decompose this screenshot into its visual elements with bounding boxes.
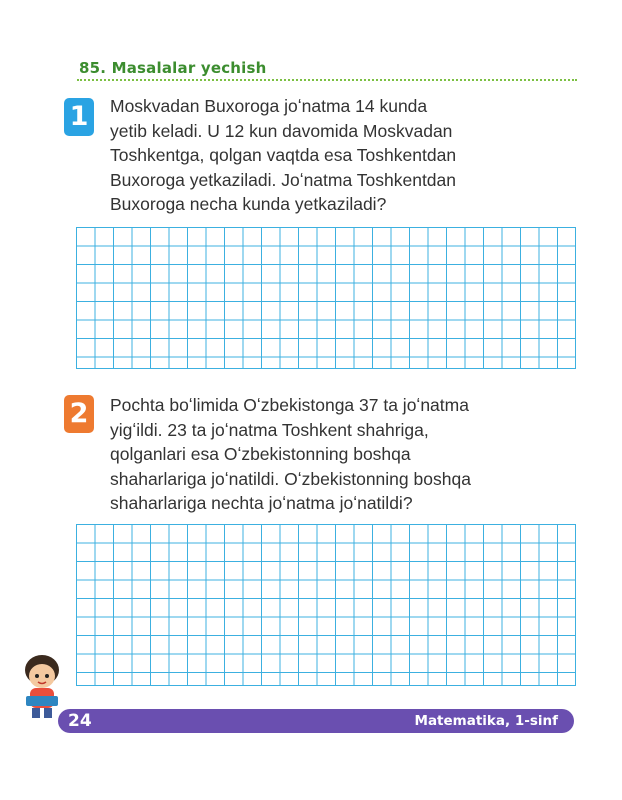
problem-line: shaharlariga nechta joʻnatma joʻnatildi? — [110, 493, 413, 513]
problem-line: Buxoroga yetkaziladi. Joʻnatma Toshkentdan — [110, 169, 457, 190]
problem-2-text — [110, 393, 538, 516]
problem-line: Pochta boʻlimida Oʻzbekistonga 37 ta joʻnatma — [110, 395, 469, 415]
boy-reading-illustration — [16, 652, 68, 722]
footer-bar — [58, 709, 574, 733]
problem-line: Toshkentga, qolgan vaqtda esa Toshkentdan — [110, 145, 457, 165]
problem-line: yetib keladi. U 12 kun davomida Moskvadan — [110, 120, 453, 141]
problem-1-text — [110, 94, 538, 217]
section-title: 85. Masalalar yechish — [79, 59, 267, 77]
problem-line: Buxoroga necha kunda yetkaziladi? — [110, 194, 387, 214]
page-number: 24 — [68, 711, 92, 731]
problem-line: shaharlariga joʻnatildi. Oʻzbekistonning boshqa — [110, 468, 471, 489]
answer-grid-2[interactable] — [76, 524, 576, 686]
book-title: Matematika, 1-sinf — [414, 713, 558, 729]
problem-line: yigʻildi. 23 ta joʻnatma Toshkent shahriga, — [110, 419, 429, 440]
problem-number-badge: 2 — [64, 395, 94, 433]
problem-line: qolganlari esa Oʻzbekistonning boshqa — [110, 444, 411, 464]
problem-number-badge: 1 — [64, 98, 94, 136]
problem-line: Moskvadan Buxoroga joʻnatma 14 kunda — [110, 96, 428, 116]
answer-grid-1[interactable] — [76, 227, 576, 369]
section-header — [77, 59, 577, 81]
